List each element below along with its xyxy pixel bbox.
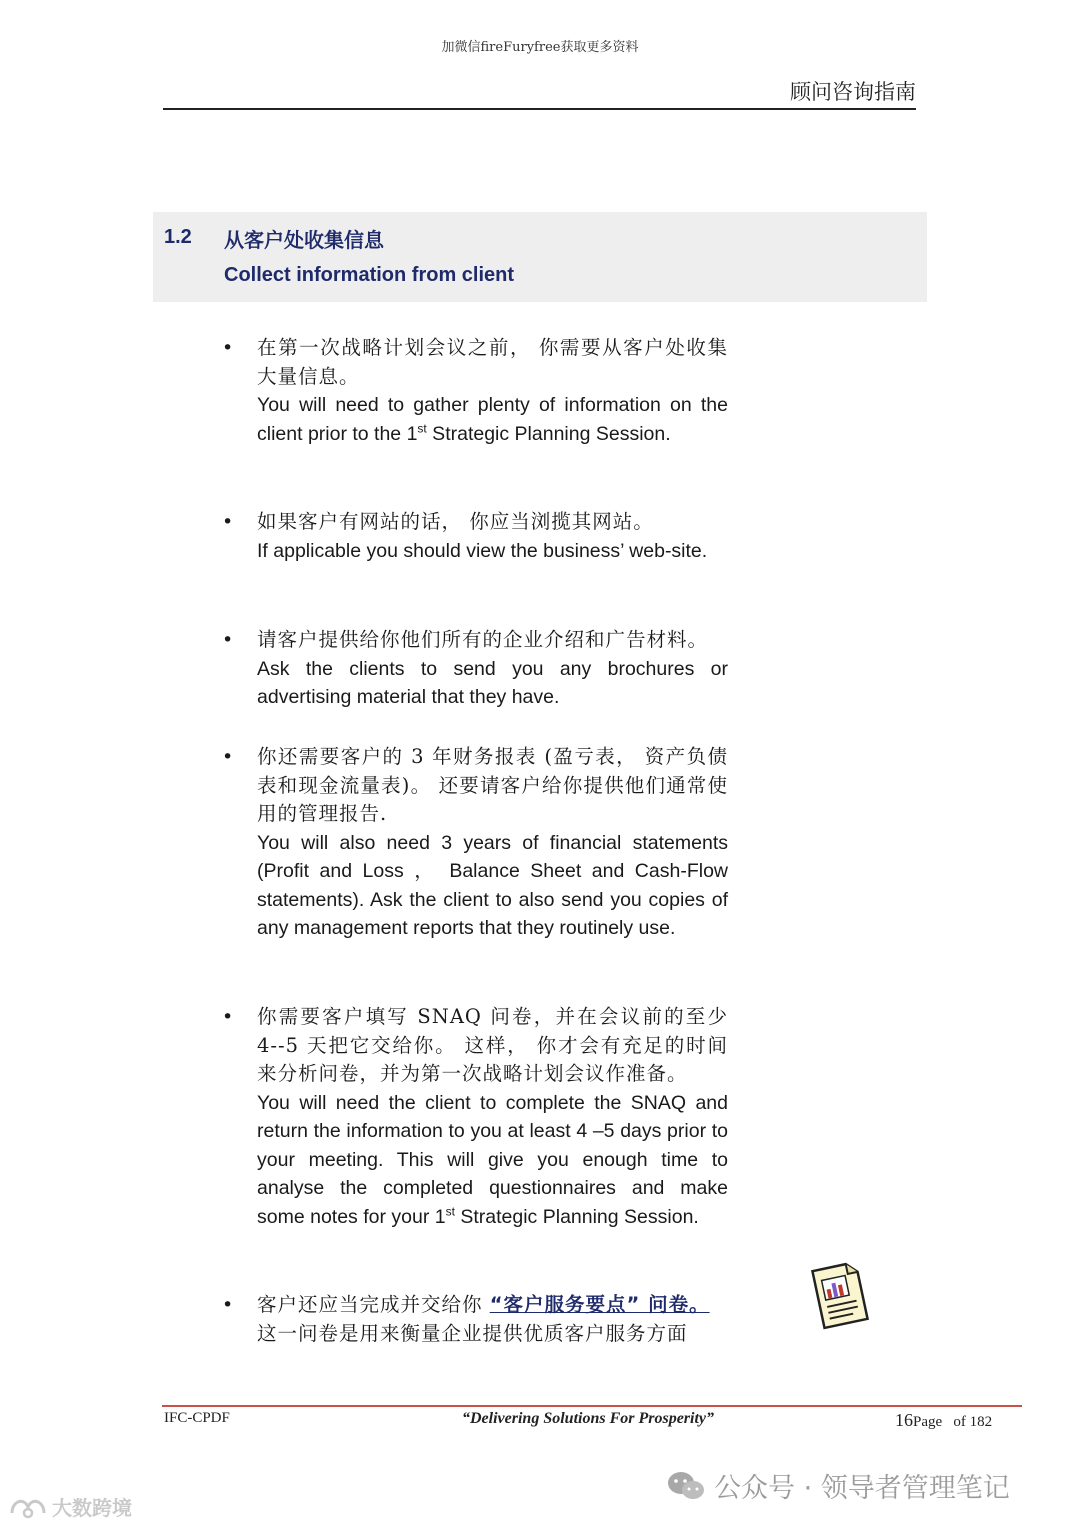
bullet-dot: • bbox=[222, 1006, 234, 1028]
bullet-text-en: You will need to gather plenty of information on the client prior to the 1st Strategic Planning Session. bbox=[257, 394, 728, 445]
list-item bbox=[222, 334, 728, 448]
bullet-text-en: You will also need 3 years of financial statements (Profit and Loss ， Balance Sheet and Cash-Flow statements). Ask the client to also send you copies of any management reports that they routinely use. bbox=[257, 831, 728, 939]
bullet-dot: • bbox=[222, 337, 234, 359]
list-item bbox=[222, 743, 728, 943]
brand-watermark: 大数跨境 bbox=[8, 1492, 132, 1521]
list-item bbox=[222, 626, 728, 712]
section-title-zh: 从客户处收集信息 bbox=[224, 228, 384, 252]
header-title: 顾问咨询指南 bbox=[790, 80, 916, 104]
bullet-dot: • bbox=[222, 1294, 234, 1316]
bullet-text-en: Ask the clients to send you any brochures or advertising material that they have. bbox=[257, 657, 728, 708]
list-item bbox=[222, 508, 728, 565]
wechat-watermark: 公众号 · 领导者管理笔记 bbox=[666, 1466, 1010, 1505]
footer-divider bbox=[162, 1405, 1022, 1407]
bullet-text-zh: 请客户提供给你他们所有的企业介绍和广告材料。 bbox=[257, 628, 709, 651]
page-label: Page bbox=[913, 1414, 943, 1430]
questionnaire-link[interactable]: “客户服务要点” 问卷。 bbox=[489, 1293, 710, 1316]
footer-slogan: “Delivering Solutions For Prosperity” bbox=[462, 1410, 715, 1427]
bullet-text-zh: 如果客户有网站的话， 你应当浏揽其网站。 bbox=[257, 510, 654, 533]
bullet-text-en: You will need the client to complete the SNAQ and return the information to you at least 4 –5 days prior to your meeting. This will give you enough time to analyse the completed questionnaires and make some notes for your 1st Strategic Planning Session. bbox=[257, 1091, 728, 1228]
list-item bbox=[222, 1291, 728, 1348]
bullet-dot: • bbox=[222, 746, 234, 768]
bullet-text-zh: 客户还应当完成并交给你 “客户服务要点” 问卷。 这一问卷是用来衡量企业提供优质客户服务方面 bbox=[257, 1293, 710, 1345]
page-number: 16 bbox=[895, 1410, 913, 1430]
wechat-icon bbox=[666, 1470, 706, 1502]
list-item bbox=[222, 1003, 728, 1231]
bullet-dot: • bbox=[222, 629, 234, 651]
bullet-text-en: If applicable you should view the business’ web-site. bbox=[257, 539, 708, 562]
bullet-dot: • bbox=[222, 511, 234, 533]
page-total: of 182 bbox=[953, 1414, 993, 1430]
top-watermark: 加微信fireFuryfree获取更多资料 bbox=[441, 40, 639, 55]
section-title-en: Collect information from client bbox=[224, 264, 515, 286]
footer-page-info bbox=[895, 1410, 992, 1431]
section-number: 1.2 bbox=[164, 226, 192, 248]
bullet-text-zh: 你还需要客户的 3 年财务报表 (盈亏表， 资产负债表和现金流量表)。 还要请客户给你提供他们通常使用的管理报告. bbox=[257, 745, 728, 825]
header-divider bbox=[163, 108, 916, 110]
document-chart-icon bbox=[806, 1260, 874, 1334]
footer-org: IFC-CPDF bbox=[164, 1410, 230, 1426]
bullet-text-zh: 你需要客户填写 SNAQ 问卷，并在会议前的至少 4--5 天把它交给你。 这样， 你才会有充足的时间来分析问卷，并为第一次战略计划会议作准备。 bbox=[257, 1005, 728, 1085]
logo-icon bbox=[8, 1493, 48, 1521]
bullet-text-zh: 在第一次战略计划会议之前， 你需要从客户处收集大量信息。 bbox=[257, 336, 728, 388]
